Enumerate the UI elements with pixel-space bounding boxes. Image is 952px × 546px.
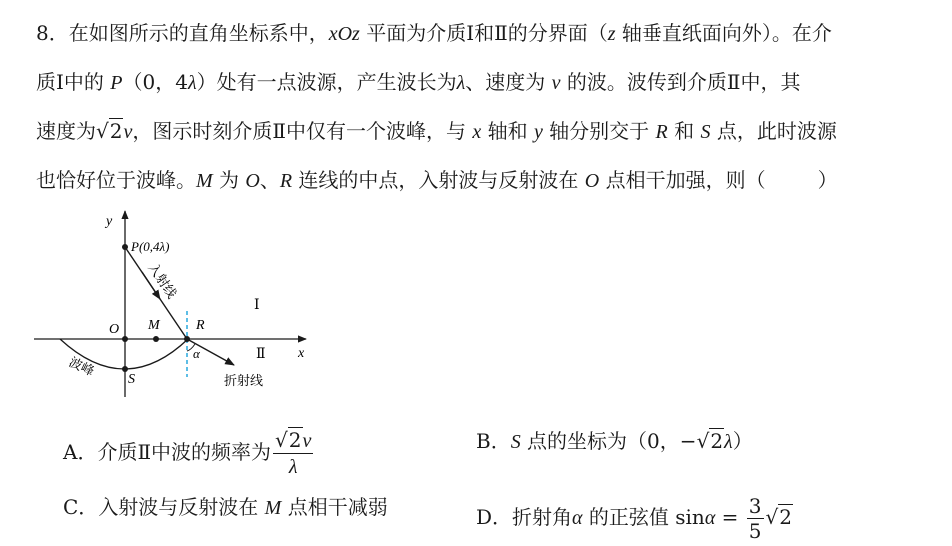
var-s: S [510,431,521,453]
label-o: O [109,322,120,337]
option-letter: A． [63,440,98,464]
var-xoz: xOz [328,23,360,45]
text: （0，4 [122,70,188,94]
var-o: O [245,170,260,192]
text: 也恰好位于波峰。 [36,168,196,192]
question-line-4 [36,167,838,194]
option-b[interactable] [476,428,753,455]
point-p [122,244,128,250]
option-c[interactable] [63,494,388,521]
equals-sign: = [715,505,745,529]
text: 、速度为 [465,70,552,94]
var-m: M [264,497,282,519]
text: 轴和 [481,119,534,143]
label-alpha: α [193,346,200,361]
label-y: y [106,214,113,229]
label-r: R [196,318,205,333]
var-x: x [472,121,482,143]
fraction-denominator: 5 [748,519,762,543]
text: 点相干加强，则（ [599,168,766,192]
var-r: R [655,121,668,143]
var-v: v [123,121,133,143]
text: 在如图所示的直角坐标系中， [68,21,329,45]
point-o [122,336,128,342]
text: 的波。波传到介质Ⅱ中，其 [560,70,801,94]
label-crest: 波峰 [66,354,97,379]
text: 和 [667,119,701,143]
sqrt-arg: 2 [288,428,302,452]
option-text: 介质Ⅱ中波的频率为 [97,440,272,464]
sqrt-expression: √2 [96,119,123,143]
question-line-3 [36,118,837,145]
text: 轴分别交于 [542,119,656,143]
label-region-2: Ⅱ [256,347,266,362]
label-region-1: Ⅰ [254,298,260,313]
minus-sign: − [679,429,697,453]
fraction [747,494,764,543]
point-m [153,336,159,342]
option-text: 点的坐标为（0， [520,429,680,453]
text: 点，此时波源 [710,119,837,143]
label-refracted: 折射线 [224,373,264,388]
question-number: 8． [36,21,69,45]
option-letter: D． [476,505,513,529]
text: ，图示时刻介质Ⅱ中仅有一个波峰，与 [132,119,473,143]
option-text: 折射角 [512,505,573,529]
option-letter: B． [476,429,511,453]
sqrt-expression: √2 [275,428,302,452]
question-line-1 [36,20,832,47]
question-line-2 [36,69,800,96]
sqrt-expression: √2 [696,429,724,453]
text: 速度为 [36,119,96,143]
sqrt-arg: 2 [710,429,724,453]
fraction [273,428,313,479]
option-d[interactable] [476,494,793,543]
text: 轴垂直纸面向外）。在介 [615,21,832,45]
text: 为 [212,168,246,192]
text: 连线的中点，入射波与反射波在 [292,168,585,192]
label-x: x [298,346,305,361]
var-lambda: λ [187,72,197,94]
var-s: S [700,121,711,143]
fraction-numerator: 3 [748,494,762,518]
option-text: 的正弦值 sin [582,505,705,529]
text: 质Ⅰ中的 [36,70,111,94]
var-z: z [607,23,616,45]
var-v: v [302,430,312,452]
label-incident: 入射线 [145,260,180,302]
var-r: R [279,170,293,192]
var-lambda: λ [456,72,466,94]
text: ） [817,168,838,192]
option-a[interactable] [63,428,315,479]
text: ）处有一点波源，产生波长为 [196,70,457,94]
label-m: M [148,318,160,333]
coordinate-figure [30,205,320,405]
sqrt-arg: 2 [109,119,123,143]
var-m: M [196,170,213,192]
var-p: P [110,72,123,94]
var-v: v [551,72,561,94]
sqrt-expression: √2 [765,505,793,529]
var-lambda: λ [724,431,733,453]
var-o: O [584,170,600,192]
var-alpha: α [704,507,716,529]
option-letter: C． [63,495,99,519]
var-alpha: α [572,507,583,529]
sqrt-arg: 2 [779,505,793,529]
option-text: 入射波与反射波在 [98,495,265,519]
label-s: S [128,372,135,387]
var-y: y [533,121,543,143]
var-lambda: λ [288,456,298,478]
text: 、 [259,168,280,192]
label-p: P(0,4λ) [131,239,170,254]
option-text: ） [732,429,753,453]
point-r [184,336,190,342]
text: 平面为介质Ⅰ和Ⅱ的分界面（ [359,21,608,45]
option-text: 点相干减弱 [281,495,388,519]
